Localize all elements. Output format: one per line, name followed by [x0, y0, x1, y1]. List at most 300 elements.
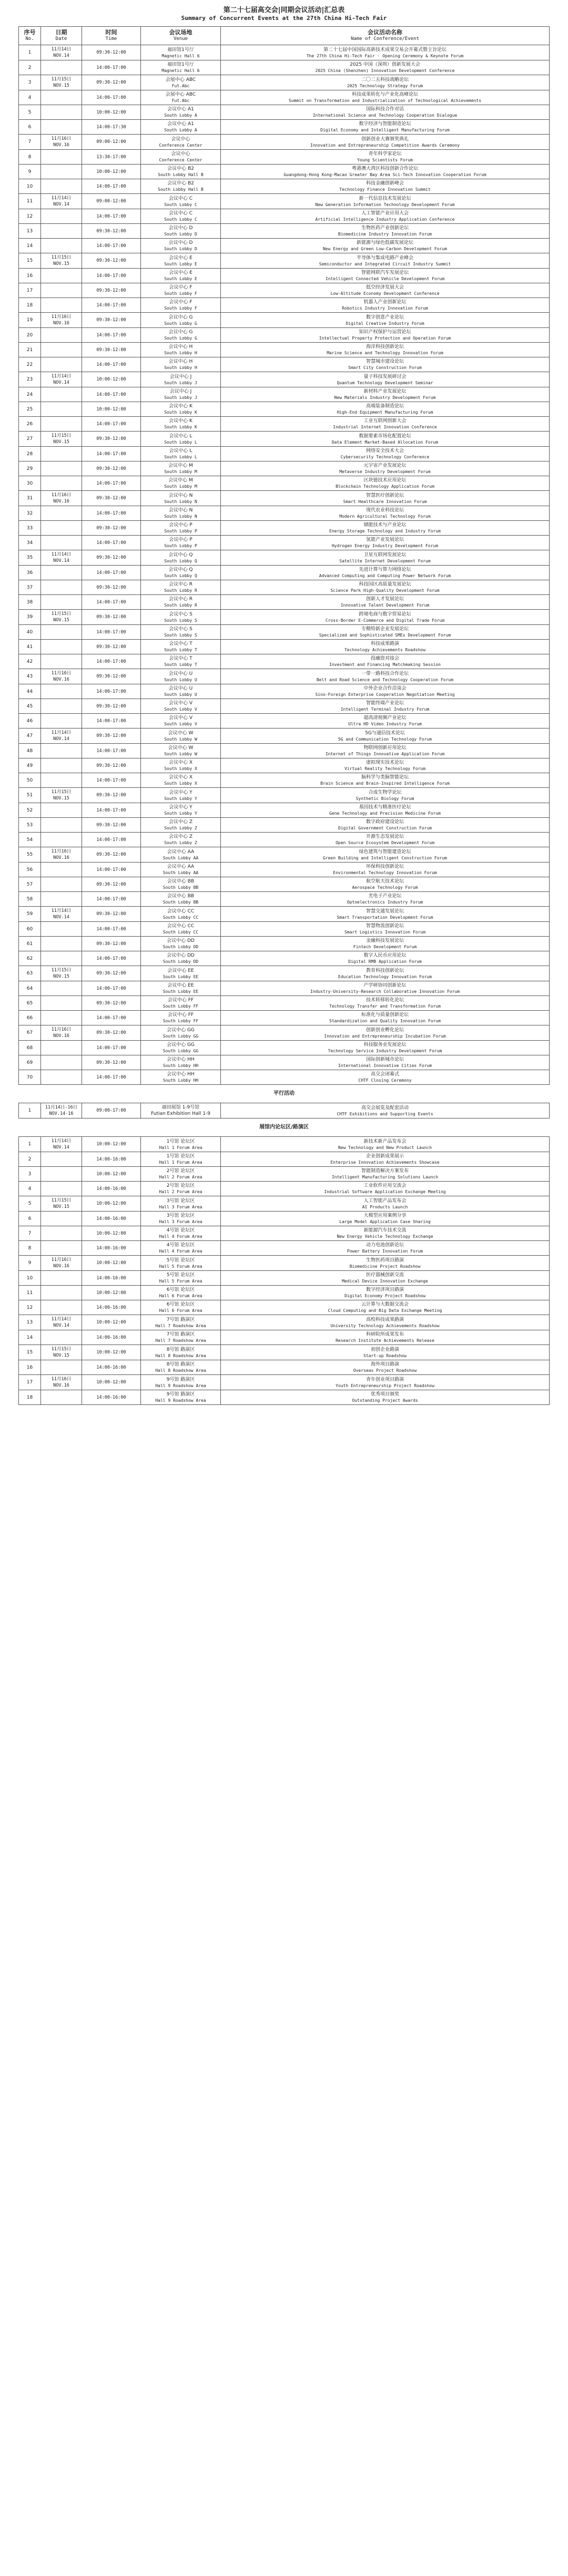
- name-cn: 数字政府建设论坛: [366, 819, 404, 825]
- cell-time: 14:00-17:00: [82, 90, 141, 105]
- cell-venue: 会议中心 Q South Lobby Q: [141, 566, 221, 580]
- cell-name: [221, 521, 550, 536]
- venue-en: South Lobby N: [164, 514, 197, 519]
- cell-date: [41, 328, 82, 343]
- cell-date: [41, 536, 82, 550]
- cell-name: [221, 640, 550, 654]
- cell-time: 14:00-17:00: [82, 684, 141, 699]
- name-en: Digital Economy and Intelligent Manufacturing Forum: [320, 128, 450, 132]
- name-en: Satellite Internet Development Forum: [339, 558, 431, 563]
- name-en: Summit on Transformation and Industrialization of Technological Achievements: [288, 98, 482, 103]
- cell-name: [221, 491, 550, 506]
- cell-venue: 福田展馆 1-9号馆 Futian Exhibition Hall 1-9: [141, 1103, 221, 1118]
- cell-date: [41, 981, 82, 996]
- cell-venue: 会议中心 N South Lobby N: [141, 491, 221, 506]
- venue-en: South Lobby Hall B: [158, 187, 204, 192]
- venue-en: South Lobby T: [164, 662, 197, 667]
- cell-name: [221, 313, 550, 328]
- name-en: Blockchain Technology Application Forum: [336, 484, 434, 489]
- table-row: [19, 907, 550, 922]
- cell-date: [41, 402, 82, 417]
- cell-no: 12: [19, 1300, 41, 1315]
- name-cn: 创新创业孵化论坛: [366, 1027, 404, 1033]
- cell-time: 14:00-17:00: [82, 744, 141, 758]
- name-cn: 中外企业合作洽谈会: [363, 686, 407, 691]
- name-cn: 生物医药项目路演: [366, 1257, 404, 1263]
- cell-name: [221, 357, 550, 372]
- cell-venue: 会议中心 B2 South Lobby Hall B: [141, 165, 221, 179]
- cell-time: 14:00-17:00: [82, 981, 141, 996]
- name-en: International Science and Technology Cooperation Dialogue: [312, 113, 458, 118]
- cell-venue: 会议中心 Q South Lobby Q: [141, 550, 221, 566]
- cell-date: [41, 1241, 82, 1256]
- cell-time: 09:30-12:00: [82, 75, 141, 90]
- venue-en: South Lobby V: [164, 722, 197, 726]
- name-en: CHTF Closing Ceremony: [358, 1078, 412, 1083]
- cell-name: [221, 744, 550, 758]
- cell-date: [41, 120, 82, 135]
- name-cn: 5G与通信技术论坛: [365, 730, 405, 736]
- table-row: [19, 1167, 550, 1182]
- venue-en: Hall 7 Roadshow Area: [155, 1338, 206, 1343]
- venue-en: South Lobby D: [164, 232, 197, 237]
- table-row: [19, 1360, 550, 1375]
- cell-name: [221, 1137, 550, 1152]
- cell-date: [41, 1070, 82, 1085]
- cell-time: 09:30-12:00: [82, 45, 141, 60]
- table-row: [19, 1300, 550, 1315]
- cell-name: [221, 937, 550, 951]
- cell-time: 14:00-16:00: [82, 1212, 141, 1226]
- table-row: [19, 892, 550, 907]
- name-cn: 大模型应用案例分享: [363, 1213, 407, 1218]
- name-en: Cloud Computing and Big Data Exchange Meeting: [328, 1308, 442, 1313]
- table-row: [19, 699, 550, 714]
- cell-no: 27: [19, 432, 41, 447]
- cell-venue: 会议中心 Z South Lobby Z: [141, 818, 221, 833]
- name-cn: 二〇二五科技战略论坛: [361, 77, 409, 83]
- cell-date: [41, 1167, 82, 1182]
- name-en: Intelligent Manufacturing Solutions Launch: [331, 1175, 439, 1179]
- cell-venue: 会议中心 X South Lobby X: [141, 758, 221, 773]
- name-cn: 数字创意产业论坛: [366, 314, 404, 320]
- cell-no: 6: [19, 120, 41, 135]
- name-cn: 初创企业路演: [370, 1347, 399, 1352]
- name-cn: 环保科技创新论坛: [366, 864, 404, 869]
- name-cn: 2025 中国（深圳）创新发展大会: [350, 62, 420, 67]
- cell-time: 09:30-12:00: [82, 937, 141, 951]
- cell-date: [41, 239, 82, 253]
- table-row: [19, 1286, 550, 1300]
- cell-no: 21: [19, 343, 41, 357]
- cell-time: 14:00-17:00: [82, 803, 141, 818]
- cell-name: [221, 654, 550, 669]
- name-en: Smart City Construction Forum: [348, 365, 422, 370]
- cell-date: [41, 1226, 82, 1241]
- cell-time: 09:30-12:00: [82, 1055, 141, 1070]
- cell-date: [41, 224, 82, 239]
- table-row: [19, 847, 550, 863]
- venue-en: Hall 9 Roadshow Area: [155, 1398, 206, 1403]
- cell-date: [41, 1286, 82, 1300]
- cell-date: 11月16日 NOV.16: [41, 1256, 82, 1271]
- cell-name: [221, 179, 550, 194]
- cell-no: 69: [19, 1055, 41, 1070]
- cell-time: 14:00-17:00: [82, 239, 141, 253]
- table-row: [19, 536, 550, 550]
- table-row: [19, 773, 550, 788]
- cell-no: 3: [19, 1167, 41, 1182]
- name-en: Innovation and Entrepreneurship Incubation Forum: [324, 1033, 446, 1039]
- cell-name: [221, 1286, 550, 1300]
- cell-no: 66: [19, 1011, 41, 1025]
- cell-time: 14:00-17:00: [82, 357, 141, 372]
- name-en: New Technology and New Product Launch: [338, 1145, 432, 1150]
- venue-en: South Lobby BB: [163, 885, 199, 890]
- cell-no: 15: [19, 1345, 41, 1360]
- venue-en: South Lobby HH: [163, 1078, 199, 1083]
- name-cn: 一带一路科技合作论坛: [361, 671, 409, 676]
- table-row: [19, 714, 550, 728]
- name-cn: 先进计算与算力网络论坛: [359, 567, 411, 572]
- cell-venue: 会议中心 T South Lobby T: [141, 654, 221, 669]
- name-en: Outstanding Project Awards: [352, 1398, 418, 1403]
- name-cn: 低空经济发展大会: [366, 285, 404, 290]
- cell-date: [41, 640, 82, 654]
- name-cn: 半导体与集成电路产业峰会: [356, 255, 413, 261]
- cell-date: [41, 506, 82, 521]
- name-cn: 新能源汽车技术交流: [363, 1228, 407, 1233]
- cell-venue: 会议中心 BB South Lobby BB: [141, 892, 221, 907]
- cell-time: 14:00-17:00: [82, 773, 141, 788]
- cell-time: 14:00-16:00: [82, 1330, 141, 1345]
- name-en: Technology Service Industry Development Forum: [328, 1049, 442, 1053]
- cell-no: 1: [19, 1103, 41, 1118]
- name-cn: 智能终端产业论坛: [366, 701, 404, 706]
- name-cn: 智能网联汽车发展论坛: [361, 270, 409, 275]
- cell-venue: 会议中心 D South Lobby D: [141, 224, 221, 239]
- name-en: Biomedicine Industry Innovation Forum: [338, 232, 432, 237]
- cell-date: 11月16日 NOV.16: [41, 313, 82, 328]
- venue-en: South Lobby X: [164, 766, 197, 771]
- venue-en: South Lobby M: [164, 469, 197, 474]
- name-en: New Generation Information Technology Development Forum: [315, 202, 455, 207]
- cell-venue: 会议中心 EE South Lobby EE: [141, 966, 221, 981]
- cell-venue: 会议中心 F South Lobby F: [141, 298, 221, 313]
- cell-time: 09:00-17:00: [82, 1103, 141, 1118]
- cell-venue: 9号馆 路演区 Hall 9 Roadshow Area: [141, 1375, 221, 1390]
- cell-name: [221, 105, 550, 120]
- cell-time: 14:00-17:00: [82, 506, 141, 521]
- cell-venue: 会议中心 FF South Lobby FF: [141, 996, 221, 1011]
- cell-time: 14:00-17:00: [82, 387, 141, 402]
- cell-no: 1: [19, 1137, 41, 1152]
- cell-no: 14: [19, 1330, 41, 1345]
- cell-no: 32: [19, 506, 41, 521]
- cell-name: [221, 803, 550, 818]
- cell-time: 09:30-12:00: [82, 996, 141, 1011]
- cell-no: 64: [19, 981, 41, 996]
- name-cn: 创新创业大赛颁奖典礼: [361, 136, 409, 142]
- table-row: [19, 194, 550, 209]
- venue-en: Hall 3 Forum Area: [159, 1204, 202, 1209]
- cell-time: 14:00-17:00: [82, 892, 141, 907]
- cell-date: [41, 566, 82, 580]
- cell-name: [221, 1025, 550, 1041]
- cell-date: [41, 580, 82, 595]
- cell-name: [221, 1330, 550, 1345]
- venue-en: Hall 4 Forum Area: [159, 1249, 202, 1254]
- name-cn: 青年科学家论坛: [368, 151, 402, 157]
- cell-no: 39: [19, 610, 41, 625]
- table-header-row: [19, 27, 550, 45]
- cell-time: 09:30-12:00: [82, 283, 141, 298]
- table-row: [19, 580, 550, 595]
- table-row: [19, 1271, 550, 1286]
- table-row: [19, 417, 550, 432]
- cell-no: 65: [19, 996, 41, 1011]
- table-row: [19, 654, 550, 669]
- venue-en: Fut.Abc: [171, 83, 190, 88]
- cell-name: [221, 536, 550, 550]
- name-cn: 企业创新成果展示: [366, 1154, 404, 1159]
- cell-no: 11: [19, 194, 41, 209]
- cell-time: 14:00-17:00: [82, 1070, 141, 1085]
- cell-time: 14:00-17:30: [82, 120, 141, 135]
- cell-venue: 会议中心 G South Lobby G: [141, 328, 221, 343]
- name-cn: 合成生物学论坛: [368, 789, 402, 795]
- cell-date: 11月15日 NOV.15: [41, 253, 82, 269]
- cell-name: [221, 298, 550, 313]
- cell-time: 09:30-12:00: [82, 610, 141, 625]
- name-cn: 智慧城市建设论坛: [366, 359, 404, 364]
- name-en: Semiconductor and Integrated Circuit Industry Summit: [319, 261, 451, 266]
- cell-venue: 会议中心 R South Lobby R: [141, 580, 221, 595]
- name-en: Large Model Application Case Sharing: [339, 1219, 431, 1224]
- cell-date: 11月15日 NOV.15: [41, 75, 82, 90]
- cell-date: 11月14日 NOV.14: [41, 372, 82, 387]
- name-en: Cross-Border E-Commerce and Digital Trade Forum: [325, 618, 445, 623]
- venue-en: South Lobby J: [164, 395, 197, 400]
- name-cn: 机器人产业创新论坛: [363, 300, 407, 305]
- cell-venue: 福田馆1号厅 Magnetic Hall 6: [141, 60, 221, 75]
- document-page: [18, 0, 550, 1405]
- cell-name: [221, 714, 550, 728]
- cell-name: [221, 699, 550, 714]
- cell-no: 25: [19, 402, 41, 417]
- cell-date: 11月16日 NOV.16: [41, 847, 82, 863]
- venue-en: South Lobby F: [164, 306, 197, 311]
- name-cn: 数字人民币应用论坛: [363, 953, 407, 958]
- cell-name: [221, 1271, 550, 1286]
- name-en: Technology Finance Innovation Summit: [339, 187, 431, 192]
- cell-venue: 会议中心 Conference Center: [141, 135, 221, 150]
- cell-venue: 会议中心 V South Lobby V: [141, 699, 221, 714]
- header-time: 时间 Time: [82, 27, 141, 45]
- cell-date: [41, 773, 82, 788]
- cell-name: [221, 1300, 550, 1315]
- venue-en: South Lobby CC: [163, 915, 199, 920]
- cell-name: [221, 669, 550, 684]
- cell-venue: 会议中心 GG South Lobby GG: [141, 1025, 221, 1041]
- cell-venue: 会议中心 K South Lobby K: [141, 402, 221, 417]
- table-row: [19, 387, 550, 402]
- cell-name: [221, 966, 550, 981]
- name-en: Belt and Road Science and Technology Cooperation Forum: [316, 677, 454, 682]
- name-en: 2025 Technology Strategy Forum: [347, 83, 423, 88]
- venue-en: Hall 1 Forum Area: [159, 1145, 202, 1150]
- venue-en: South Lobby J: [164, 380, 197, 385]
- table-row: [19, 1241, 550, 1256]
- cell-name: [221, 75, 550, 90]
- name-en: Research Institute Achievements Release: [336, 1338, 434, 1343]
- name-cn: 新一代信息技术发展论坛: [359, 196, 411, 201]
- cell-venue: 会议中心 W South Lobby W: [141, 744, 221, 758]
- venue-en: South Lobby P: [164, 529, 197, 533]
- cell-date: [41, 417, 82, 432]
- cell-date: 11月16日 NOV.16: [41, 1375, 82, 1390]
- cell-time: 14:00-17:00: [82, 833, 141, 847]
- cell-no: 10: [19, 1271, 41, 1286]
- table-row: [19, 1330, 550, 1345]
- cell-date: [41, 654, 82, 669]
- table-row: [19, 1212, 550, 1226]
- name-en: Youth Entrepreneurship Project Roadshow: [336, 1383, 434, 1388]
- table-row: [19, 343, 550, 357]
- cell-no: 55: [19, 847, 41, 863]
- cell-no: 30: [19, 476, 41, 491]
- name-en: Industrial Internet Innovation Conference: [333, 425, 437, 429]
- name-en: Digital Creative Industry Forum: [346, 321, 424, 326]
- cell-name: [221, 253, 550, 269]
- cell-no: 56: [19, 863, 41, 877]
- cell-date: [41, 60, 82, 75]
- cell-date: [41, 595, 82, 610]
- venue-en: South Lobby HH: [163, 1063, 199, 1068]
- cell-date: 11月16日 NOV.16: [41, 491, 82, 506]
- name-en: 2025 China (Shenzhen) Innovation Development Conference: [315, 68, 455, 73]
- name-en: Investment and Financing Matchmaking Session: [329, 662, 441, 667]
- cell-no: 53: [19, 818, 41, 833]
- cell-venue: 会展中心 ABC Fut.Abc: [141, 90, 221, 105]
- cell-no: 17: [19, 283, 41, 298]
- cell-no: 33: [19, 521, 41, 536]
- venue-en: South Lobby C: [164, 202, 197, 207]
- cell-time: 09:30-12:00: [82, 580, 141, 595]
- cell-time: 10:00-12:00: [82, 1375, 141, 1390]
- name-en: Technology Transfer and Transformation Forum: [329, 1004, 441, 1009]
- name-cn: 区块链技术应用论坛: [363, 478, 407, 483]
- table-body: [19, 45, 550, 1405]
- name-cn: 数字经济项目路演: [366, 1287, 404, 1292]
- venue-en: South Lobby F: [164, 291, 197, 296]
- cell-name: [221, 476, 550, 491]
- cell-no: 16: [19, 1360, 41, 1375]
- cell-date: 11月15日 NOV.15: [41, 1196, 82, 1212]
- venue-en: South Lobby E: [164, 261, 197, 266]
- cell-venue: 会议中心 U South Lobby U: [141, 684, 221, 699]
- cell-venue: 6号馆 论坛区 Hall 6 Forum Area: [141, 1300, 221, 1315]
- cell-venue: 7号馆 路演区 Hall 7 Roadshow Area: [141, 1315, 221, 1330]
- table-row: [19, 863, 550, 877]
- table-row: [19, 90, 550, 105]
- cell-name: [221, 1167, 550, 1182]
- cell-date: [41, 209, 82, 224]
- cell-date: 11月14日 NOV.14: [41, 45, 82, 60]
- table-row: [19, 1055, 550, 1070]
- cell-name: [221, 922, 550, 937]
- name-en: Gene Technology and Precision Medicine Forum: [329, 811, 441, 816]
- name-en: Marine Science and Technology Innovation Forum: [327, 351, 443, 355]
- table-row: [19, 372, 550, 387]
- cell-date: [41, 461, 82, 476]
- cell-time: 14:00-17:00: [82, 951, 141, 966]
- venue-en: South Lobby T: [164, 648, 197, 652]
- name-cn: 基因技术与精准医疗论坛: [359, 805, 411, 810]
- name-cn: 高校科技成果路演: [366, 1317, 404, 1322]
- table-row: [19, 1315, 550, 1330]
- cell-name: [221, 1152, 550, 1167]
- table-row: [19, 269, 550, 283]
- cell-name: [221, 863, 550, 877]
- cell-name: [221, 684, 550, 699]
- cell-name: [221, 209, 550, 224]
- name-en: Guangdong-Hong Kong-Macao Greater Bay Area Sci-Tech Innovation Cooperation Forum: [283, 172, 486, 177]
- table-row: [19, 1196, 550, 1212]
- table-row: [19, 283, 550, 298]
- table-row: [19, 357, 550, 372]
- venue-en: Hall 2 Forum Area: [159, 1175, 202, 1179]
- name-cn: 储能技术与产业论坛: [363, 522, 407, 528]
- cell-name: [221, 387, 550, 402]
- name-cn: 新能源与绿色低碳发展论坛: [356, 240, 413, 245]
- cell-name: [221, 150, 550, 165]
- table-row: [19, 506, 550, 521]
- cell-no: 3: [19, 75, 41, 90]
- cell-no: 57: [19, 877, 41, 892]
- cell-date: [41, 1271, 82, 1286]
- cell-time: 09:30-12:00: [82, 224, 141, 239]
- cell-no: 16: [19, 269, 41, 283]
- table-row: [19, 447, 550, 461]
- name-cn: 科技园区高质量发展论坛: [359, 582, 411, 587]
- name-cn: 投融资对接会: [370, 656, 399, 661]
- cell-time: 09:00-12:00: [82, 135, 141, 150]
- name-en: Enterprise Innovation Achievements Showcase: [330, 1160, 440, 1165]
- cell-time: 14:00-17:00: [82, 625, 141, 640]
- name-cn: 航空航天技术论坛: [366, 879, 404, 884]
- document-subtitle: Summary of Concurrent Events at the 27th China Hi-Tech Fair: [181, 15, 387, 22]
- name-en: Medical Device Innovation Exchange: [342, 1279, 428, 1284]
- venue-en: Hall 9 Roadshow Area: [155, 1383, 206, 1388]
- name-cn: 高端装备制造论坛: [366, 404, 404, 409]
- venue-en: South Lobby Z: [164, 826, 197, 830]
- name-cn: 智能制造解决方案发布: [361, 1168, 409, 1174]
- cell-name: [221, 60, 550, 75]
- cell-name: [221, 402, 550, 417]
- name-cn: 优秀项目颁奖: [370, 1392, 399, 1397]
- cell-date: [41, 714, 82, 728]
- table-row: [19, 669, 550, 684]
- name-cn: 智慧交通发展论坛: [366, 908, 404, 914]
- name-cn: 医疗器械创新交流: [366, 1272, 404, 1278]
- venue-en: South Lobby G: [164, 321, 197, 326]
- cell-venue: 8号馆 路演区 Hall 8 Roadshow Area: [141, 1360, 221, 1375]
- cell-venue: 5号馆 论坛区 Hall 5 Forum Area: [141, 1271, 221, 1286]
- venue-en: South Lobby K: [164, 410, 197, 415]
- cell-time: 13:30-17:00: [82, 150, 141, 165]
- name-en: Modern Agricultural Technology Forum: [339, 514, 431, 519]
